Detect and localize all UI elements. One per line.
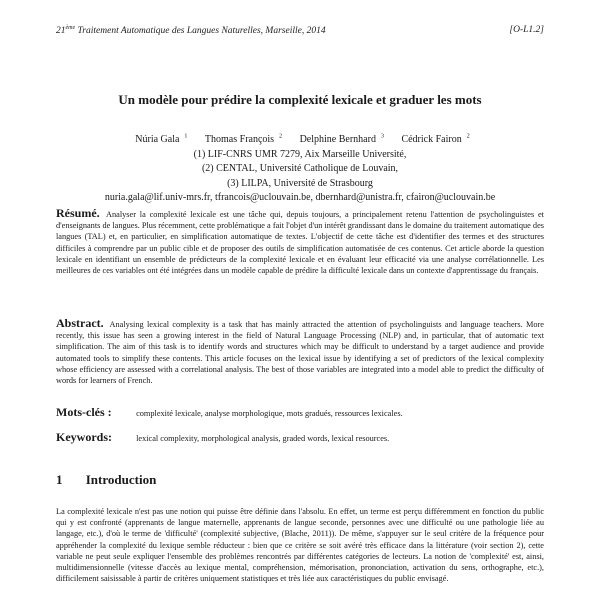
author-block	[0, 130, 600, 206]
resume-block	[56, 208, 544, 276]
author-names	[0, 130, 600, 148]
motscles-text: complexité lexicale, analyse morphologique, mots gradués, ressources lexicales.	[136, 409, 403, 418]
affiliation: (3) LILPA, Université de Strasbourg	[227, 177, 373, 189]
keywords-text: lexical complexity, morphological analysis, graded words, lexical resources.	[136, 434, 390, 443]
motscles-block	[56, 405, 544, 420]
author-emails: nuria.gala@lif.univ-mrs.fr, tfrancois@uclouvain.be, dbernhard@unistra.fr, cfairon@uclouvain.be	[104, 192, 496, 204]
affiliation: (1) LIF-CNRS UMR 7279, Aix Marseille Université,	[193, 148, 407, 160]
intro-paragraph: La complexité lexicale n'est pas une notion qui puisse être définie dans l'absolu. En effet, un terme est perçu différemment en fonction du public qui y est confronté (apprenants de langue maternelle, apprenants de langue seconde, personnes avec une difficulté ou une pathologie liée au langage, etc.), d'où le terme de 'difficulté' (complexité subjective, (Blache, 2011)). De même, s'appuyer sur le seul critère de la fréquence pour appréhender la complexité du lexique semble réducteur : bien que ce critère se soit avéré très efficace dans la littérature (voir section 2), cette variable ne peut seule expliquer l'ensemble des problèmes rencontrés par différentes catégories de lecteurs. La notion de 'complexité' est, ainsi, multidimensionnelle (vitesse d'accès au lexique mental, compréhension, mémorisation, prononciation, activation du sens, orthographe, etc.), difficilement saisissable à partir de critères uniquement statistiques et très liée aux caractéristiques du public envisagé.	[56, 507, 544, 584]
conference-name: 21ème Traitement Automatique des Langues Naturelles, Marseille, 2014	[56, 25, 326, 37]
affiliation: (2) CENTAL, Université Catholique de Louvain,	[201, 163, 399, 175]
section-heading	[56, 472, 156, 488]
abstract-text: Analysing lexical complexity is a task that has mainly attracted the attention of psycholinguists and language teachers. More recently, this issue has seen a growing interest in the field of Natural Language Processing (NLP) and, in particular, that of automatic text simplification. The aim of this task is to identify words and structures which may be difficult to understand by a target audience and provide automated tools to simplify these contents. This article focuses on the lexical issue by identifying a set of predictors of the lexical complexity whose efficiency are assessed with a correlational analysis. The best of those variables are integrated into a model able to predict the difficulty of words for learners of French.	[56, 320, 544, 386]
page-header	[56, 25, 544, 36]
author: Thomas François $^2$	[204, 134, 283, 146]
abstract-label: Abstract.	[56, 316, 104, 330]
paper-title: Un modèle pour prédire la complexité lexicale et graduer les mots	[118, 92, 482, 107]
abstract-block	[56, 318, 544, 386]
author: Cédrick Fairon $^2$	[401, 134, 470, 146]
paper-id: [O-L1.2]	[509, 25, 544, 35]
resume-label: Résumé.	[56, 206, 100, 220]
section-title: Introduction	[85, 472, 157, 487]
keywords-block	[56, 430, 544, 445]
resume-text: Analyser la complexité lexicale est une tâche qui, depuis toujours, a principalement retenu l'attention de psycholinguistes et d'enseignants de langues. Plus récemment, cette problématique a fait l'objet d'un intérêt grandissant dans le domaine du traitement automatique des langues (TAL) et, en particulier, en simplification automatique de textes. L'objectif de cette tâche est d'identifier des termes et des structures difficiles à comprendre par un public cible et de proposer des outils de simplification automatisée de ces contenus. Cet article aborde la question lexicale en identifiant un ensemble de prédicteurs de la complexité lexicale et en évaluant leur efficacité via une analyse corrélationnelle. Les meilleures de ces variables ont été intégrées dans un modèle capable de prédire la difficulté lexicale dans un contexte d'apprentissage du français.	[56, 210, 544, 276]
keywords-label: Keywords:	[56, 430, 112, 444]
author: Núria Gala $^1$	[135, 134, 188, 146]
motscles-label: Mots-clés :	[56, 405, 112, 419]
section-number: 1	[56, 472, 63, 487]
author: Delphine Bernhard $^3$	[299, 134, 384, 146]
